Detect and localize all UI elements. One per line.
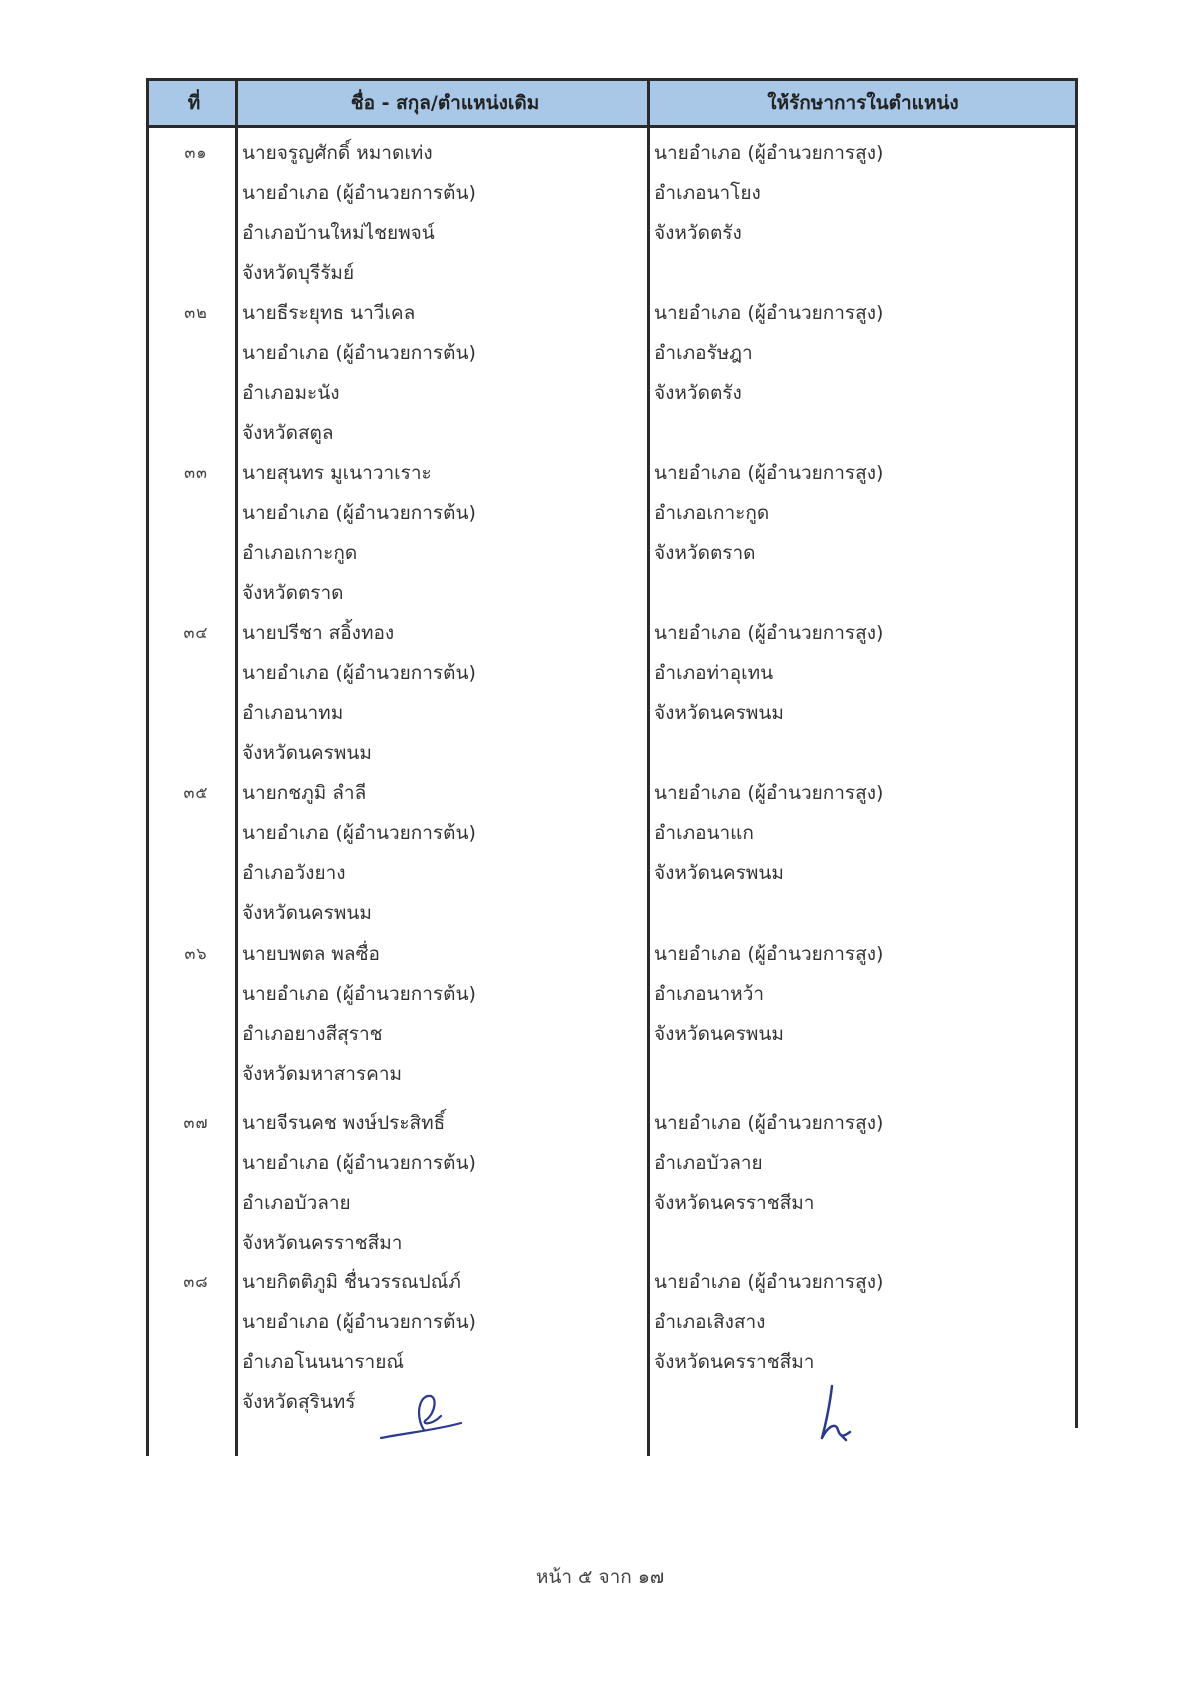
former-position-line: อำเภอโนนนารายณ์ xyxy=(242,1351,404,1373)
former-position-line: จังหวัดนครราชสีมา xyxy=(242,1232,403,1254)
header-name: ชื่อ - สกุล/ตำแหน่งเดิม xyxy=(350,92,540,114)
former-position-line: จังหวัดมหาสารคาม xyxy=(242,1063,403,1085)
former-position-line: จังหวัดสุรินทร์ xyxy=(242,1391,356,1413)
former-position-line: อำเภอบัวลาย xyxy=(242,1192,351,1214)
acting-position-line: อำเภอนาหว้า xyxy=(654,983,765,1005)
acting-position-cell xyxy=(654,613,1064,733)
header-no: ที่ xyxy=(187,92,201,114)
person-name: นายธีระยุทธ นาวีเคล xyxy=(242,302,416,324)
row-number: ๓๒ xyxy=(184,303,208,322)
former-position-cell xyxy=(242,773,642,933)
table-row xyxy=(146,773,1078,933)
acting-position-line: อำเภอนาโยง xyxy=(654,182,761,204)
person-name: นายสุนทร มูเนาวาเราะ xyxy=(242,462,432,484)
acting-position-line: จังหวัดตรัง xyxy=(654,382,742,404)
former-position-line: จังหวัดตราด xyxy=(242,582,344,604)
former-position-line: นายอำเภอ (ผู้อำนวยการต้น) xyxy=(242,1152,476,1174)
former-position-line: นายอำเภอ (ผู้อำนวยการต้น) xyxy=(242,822,476,844)
person-name: นายจรูญศักดิ์ หมาดเท่ง xyxy=(242,142,433,164)
acting-position-line: จังหวัดนครพนม xyxy=(654,862,784,884)
acting-position-line: นายอำเภอ (ผู้อำนวยการสูง) xyxy=(654,462,884,484)
table-row xyxy=(146,293,1078,453)
signature-right xyxy=(810,1378,870,1448)
former-position-line: จังหวัดสตูล xyxy=(242,422,334,444)
former-position-line: อำเภอมะนัง xyxy=(242,382,340,404)
acting-position-line: อำเภอรัษฎา xyxy=(654,342,753,364)
row-number: ๓๓ xyxy=(184,463,208,482)
row-number: ๓๑ xyxy=(184,143,208,162)
former-position-line: นายอำเภอ (ผู้อำนวยการต้น) xyxy=(242,502,476,524)
acting-position-cell xyxy=(654,1262,1064,1382)
acting-position-line: นายอำเภอ (ผู้อำนวยการสูง) xyxy=(654,943,884,965)
former-position-line: อำเภอวังยาง xyxy=(242,862,346,884)
former-position-cell xyxy=(242,293,642,453)
former-position-line: อำเภอยางสีสุราช xyxy=(242,1023,383,1045)
former-position-cell xyxy=(242,934,642,1094)
acting-position-line: จังหวัดตราด xyxy=(654,542,756,564)
acting-position-line: อำเภอเสิงสาง xyxy=(654,1311,766,1333)
table-row xyxy=(146,133,1078,293)
acting-position-line: นายอำเภอ (ผู้อำนวยการสูง) xyxy=(654,782,884,804)
row-number: ๓๖ xyxy=(184,944,208,963)
row-number: ๓๔ xyxy=(183,623,209,642)
former-position-line: นายอำเภอ (ผู้อำนวยการต้น) xyxy=(242,983,476,1005)
acting-position-line: นายอำเภอ (ผู้อำนวยการสูง) xyxy=(654,302,884,324)
table-row xyxy=(146,1103,1078,1263)
former-position-line: อำเภอเกาะกูด xyxy=(242,542,358,564)
acting-position-line: จังหวัดนครราชสีมา xyxy=(654,1192,815,1214)
table-row xyxy=(146,613,1078,773)
acting-position-line: จังหวัดตรัง xyxy=(654,222,742,244)
acting-position-line: นายอำเภอ (ผู้อำนวยการสูง) xyxy=(654,622,884,644)
row-number: ๓๘ xyxy=(183,1272,209,1291)
person-name: นายบพตล พลซื่อ xyxy=(242,943,380,965)
acting-position-line: อำเภอบัวลาย xyxy=(654,1152,763,1174)
acting-position-line: อำเภอนาแก xyxy=(654,822,754,844)
acting-position-line: จังหวัดนครพนม xyxy=(654,702,784,724)
former-position-line: นายอำเภอ (ผู้อำนวยการต้น) xyxy=(242,182,476,204)
header-position: ให้รักษาการในตำแหน่ง xyxy=(767,92,959,114)
former-position-line: นายอำเภอ (ผู้อำนวยการต้น) xyxy=(242,662,476,684)
acting-position-cell xyxy=(654,293,1064,413)
former-position-line: จังหวัดนครพนม xyxy=(242,742,372,764)
former-position-line: นายอำเภอ (ผู้อำนวยการต้น) xyxy=(242,342,476,364)
acting-position-line: นายอำเภอ (ผู้อำนวยการสูง) xyxy=(654,1112,884,1134)
appointment-table xyxy=(146,78,1078,1456)
acting-position-line: อำเภอท่าอุเทน xyxy=(654,662,774,684)
page-number: หน้า ๕ จาก ๑๗ xyxy=(535,1566,665,1588)
acting-position-line: จังหวัดนครราชสีมา xyxy=(654,1351,815,1373)
table-row xyxy=(146,934,1078,1094)
acting-position-cell xyxy=(654,773,1064,893)
former-position-cell xyxy=(242,133,642,293)
former-position-line: จังหวัดนครพนม xyxy=(242,902,372,924)
former-position-line: นายอำเภอ (ผู้อำนวยการต้น) xyxy=(242,1311,476,1333)
former-position-cell xyxy=(242,453,642,613)
former-position-cell xyxy=(242,1103,642,1263)
row-number: ๓๗ xyxy=(183,1113,209,1132)
acting-position-cell xyxy=(654,453,1064,573)
acting-position-cell xyxy=(654,133,1064,253)
former-position-cell xyxy=(242,613,642,773)
former-position-line: อำเภอนาทม xyxy=(242,702,344,724)
acting-position-cell xyxy=(654,1103,1064,1223)
table-row xyxy=(146,1262,1078,1422)
person-name: นายกิตติภูมิ ชื่นวรรณปณ์ภ์ xyxy=(242,1271,461,1293)
table-header-row xyxy=(146,78,1078,128)
acting-position-line: อำเภอเกาะกูด xyxy=(654,502,770,524)
row-number: ๓๕ xyxy=(183,783,209,802)
former-position-line: อำเภอบ้านใหม่ไชยพจน์ xyxy=(242,222,435,244)
acting-position-line: จังหวัดนครพนม xyxy=(654,1023,784,1045)
acting-position-line: นายอำเภอ (ผู้อำนวยการสูง) xyxy=(654,142,884,164)
former-position-line: จังหวัดบุรีรัมย์ xyxy=(242,262,355,284)
acting-position-cell xyxy=(654,934,1064,1054)
table-row xyxy=(146,453,1078,613)
person-name: นายกชภูมิ ลำลี xyxy=(242,782,367,804)
person-name: นายจีรนคช พงษ์ประสิทธิ์ xyxy=(242,1112,446,1134)
person-name: นายปรีชา สอิ้งทอง xyxy=(242,622,395,644)
signature-left xyxy=(376,1378,486,1448)
acting-position-line: นายอำเภอ (ผู้อำนวยการสูง) xyxy=(654,1271,884,1293)
